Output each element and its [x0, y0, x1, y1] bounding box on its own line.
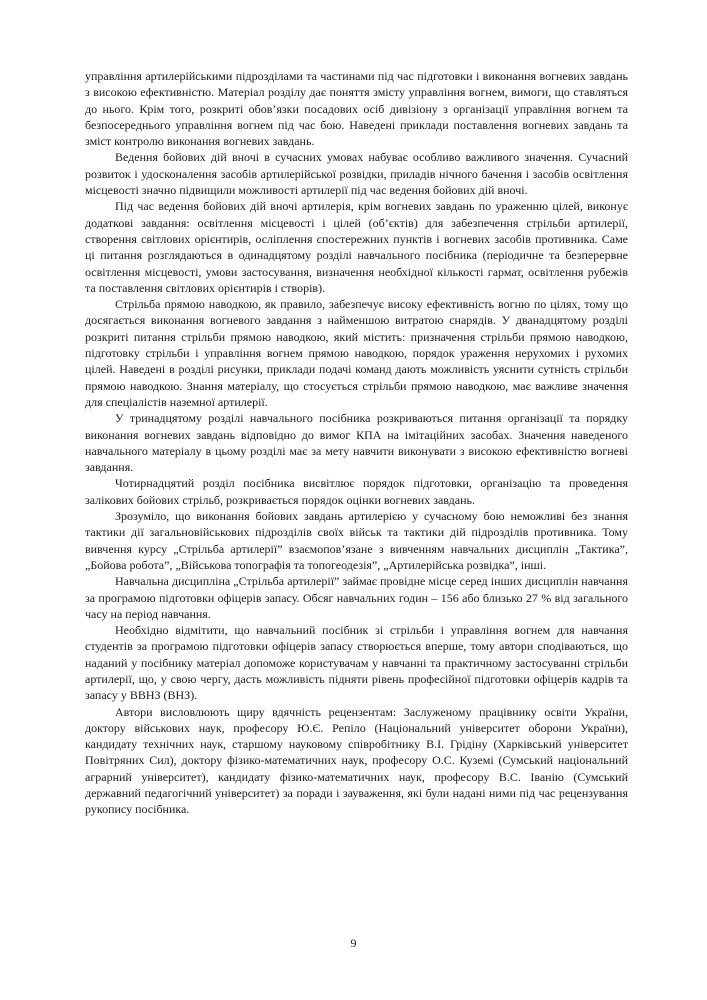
page-number: 9	[350, 936, 357, 950]
paragraph-6: Чотирнадцятий розділ посібника висвітлює порядок підготовки, організацію та проведення залікових бойових стрільб, розкривається порядок оцінки вогневих завдань.	[85, 476, 628, 507]
paragraph-5: У тринадцятому розділі навчального посібника розкриваються питання організації та порядку виконання вогневих завдань відповідно до вимог КПА на імітаційних засобах. Значення наведеного навчального матеріалу в цьому розділі має за мету навчити виконувати з високою ефективністю вогневі завдання.	[85, 411, 628, 475]
paragraph-2: Ведення бойових дій вночі в сучасних умовах набуває особливо важливого значення. Сучасний розвиток і удосконалення засобів артилерійської розвідки, приладів нічного бачення і засобів освітлення місцевості значно підвищили можливості артилерії під час ведення бойових дій вночі.	[85, 150, 628, 198]
paragraph-8: Навчальна дисципліна „Стрільба артилерії” займає провідне місце серед інших дисциплін навчання за програмою підготовки офіцерів запасу. Обсяг навчальних годин – 156 або близько 27 % від загального часу на період навчання.	[85, 574, 628, 621]
paragraph-7: Зрозуміло, що виконання бойових завдань артилерією у сучасному бою неможливі без знання тактики дії загальновійськових підрозділів своїх військ та тактики дій підрозділів противника. Тому вивчення курсу „Стрільба артилерії” взаємопов’язане з вивченням навчальних дисциплін „Тактика”, „Бойова робота”, „Військова топографія та топогеодезія”, „Артилерійська розвідка”, інші.	[85, 509, 628, 572]
paragraph-1: управління артилерійськими підрозділами та частинами під час підготовки і виконання вогневих завдань з високою ефективністю. Матеріал розділу дає поняття змісту управління вогнем, вимоги, що ставляться до нього. Крім того, розкриті обов’язки посадових осіб дивізіону з організації управління вогнем та безпосереднього управління вогнем під час бою. Наведені приклади поставлення вогневих завдань та зміст контролю виконання вогневих завдань.	[85, 69, 628, 149]
paragraph-9: Необхідно відмітити, що навчальний посібник зі стрільби і управління вогнем для навчання студентів за програмою підготовки офіцерів запасу створюється вперше, тому автори сподіваються, що наданий у посібнику матеріал допоможе користувачам у навчанні та практичному застосуванні стрільби артилерії, що, у свою чергу, дасть можливість підняти рівень професійної підготовки офіцерів кадрів та запасу у ВВНЗ (ВНЗ).	[85, 623, 628, 703]
paragraph-3: Під час ведення бойових дій вночі артилерія, крім вогневих завдань по ураженню цілей, виконує додаткові завдання: освітлення місцевості і цілей (об’єктів) для забезпечення стрільби артилерії, створення світлових орієнтирів, осліплення спостережних пунктів і вогневих засобів противника. Саме ці питання розглядаються в одинадцятому розділі навчального посібника (періодичне та безперервне освітлення місцевості, умови застосування, визначення необхідної кількості гармат, освітлення рубежів та поставлення світлових орієнтирів і створів).	[85, 199, 628, 295]
paragraph-10: Автори висловлюють щиру вдячність рецензентам: Заслуженому працівнику освіти України, доктору військових наук, професору Ю.Є. Репіло (Національний університет оборони України), кандидату технічних наук, старшому науковому співробітнику В.І. Грідіну (Харківський університет Повітряних Сил), доктору фізико-математичних наук, професору О.С. Куземі (Сумський національний аграрний університет), кандидату фізико-математичних наук, професору В.С. Іванію (Сумський державний педагогічний університет) за поради і зауваження, які були надані ними під час рецензування рукопису посібника.	[85, 704, 628, 817]
body-text	[85, 68, 628, 818]
paragraph-4: Стрільба прямою наводкою, як правило, забезпечує високу ефективність вогню по цілях, тому що досягається виконання вогневого завдання з найменшою витратою снарядів. У дванадцятому розділі розкриті питання стрільби прямою наводкою, який містить: призначення стрільби прямою наводкою, підготовку стрільби і управління вогнем прямою наводкою, порядок ураження нерухомих і рухомих цілей. Наведені в розділі рисунки, приклади подачі команд дають можливість уяснити сутність стрільби прямою наводкою. Знання матеріалу, що стосується стрільби прямою наводкою, має важливе значення для спеціалістів наземної артилерії.	[85, 297, 628, 409]
